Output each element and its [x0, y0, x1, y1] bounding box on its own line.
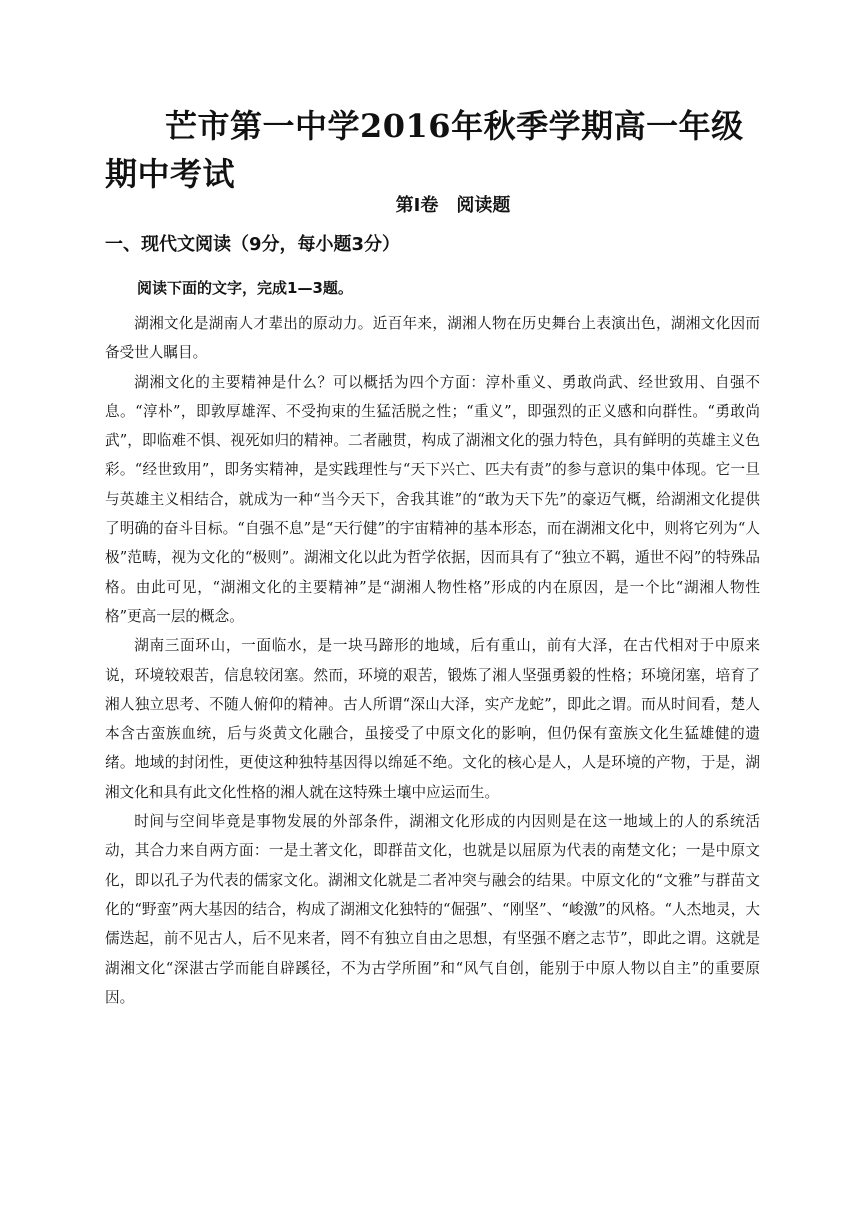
- reading-passage: [105, 309, 760, 1012]
- exam-title: 芒市第一中学2016年秋季学期高一年级期中考试: [105, 107, 744, 193]
- part-heading: 第Ⅰ卷 阅读题: [395, 195, 511, 216]
- passage-paragraph: 湖南三面环山，一面临水，是一块马蹄形的地域，后有重山，前有大泽，在古代相对于中原来说，环境较艰苦，信息较闭塞。然而，环境的艰苦，锻炼了湘人坚强勇毅的性格；环境闭塞，培育了湘人独立思考、不随人俯仰的精神。古人所谓“深山大泽，实产龙蛇”，即此之谓。而从时间看，楚人本含古蛮族血统，后与炎黄文化融合，虽接受了中原文化的影响，但仍保有蛮族文化生猛雄健的遗绪。地域的封闭性，更使这种独特基因得以绵延不绝。文化的核心是人，人是环境的产物，于是，湖湘文化和具有此文化性格的湘人就在这特殊土壤中应运而生。: [105, 637, 760, 801]
- reading-instruction: 阅读下面的文字，完成1—3题。: [137, 279, 353, 297]
- passage-paragraph: 湖湘文化是湖南人才辈出的原动力。近百年来，湖湘人物在历史舞台上表演出色，湖湘文化因而备受世人瞩目。: [105, 315, 760, 362]
- passage-paragraph: 时间与空间毕竟是事物发展的外部条件，湖湘文化形成的内因则是在这一地域上的人的系统活动，其合力来自两方面：一是土著文化，即群苗文化，也就是以屈原为代表的南楚文化；一是中原文化，即以孔子为代表的儒家文化。湖湘文化就是二者冲突与融会的结果。中原文化的“文雅”与群苗文化的“野蛮”两大基因的结合，构成了湖湘文化独特的“倔强”、“刚坚”、“峻激”的风格。“人杰地灵，大儒迭起，前不见古人，后不见来者，罔不有独立自由之思想，有坚强不磨之志节”，即此之谓。这就是湖湘文化“深湛古学而能自辟蹊径，不为古学所囿”和“风气自创，能别于中原人物以自主”的重要原因。: [105, 813, 760, 1006]
- passage-paragraph: 湖湘文化的主要精神是什么？可以概括为四个方面：淳朴重义、勇敢尚武、经世致用、自强不息。“淳朴”，即敦厚雄浑、不受拘束的生猛活脱之性；“重义”，即强烈的正义感和向群性。“勇敢尚武”，即临难不惧、视死如归的精神。二者融贯，构成了湖湘文化的强力特色，具有鲜明的英雄主义色彩。“经世致用”，即务实精神，是实践理性与“天下兴亡、匹夫有责”的参与意识的集中体现。它一旦与英雄主义相结合，就成为一种“当今天下，舍我其谁”的“敢为天下先”的豪迈气概，给湖湘文化提供了明确的奋斗目标。“自强不息”是“天行健”的宇宙精神的基本形态，而在湖湘文化中，则将它列为“人极”范畴，视为文化的“极则”。湖湘文化以此为哲学依据，因而具有了“独立不羁，遁世不闷”的特殊品格。由此可见，“湖湘文化的主要精神”是“湖湘人物性格”形成的内在原因，是一个比“湖湘人物性格”更高一层的概念。: [105, 373, 760, 625]
- section-heading: 一、现代文阅读（9分，每小题3分）: [105, 234, 401, 255]
